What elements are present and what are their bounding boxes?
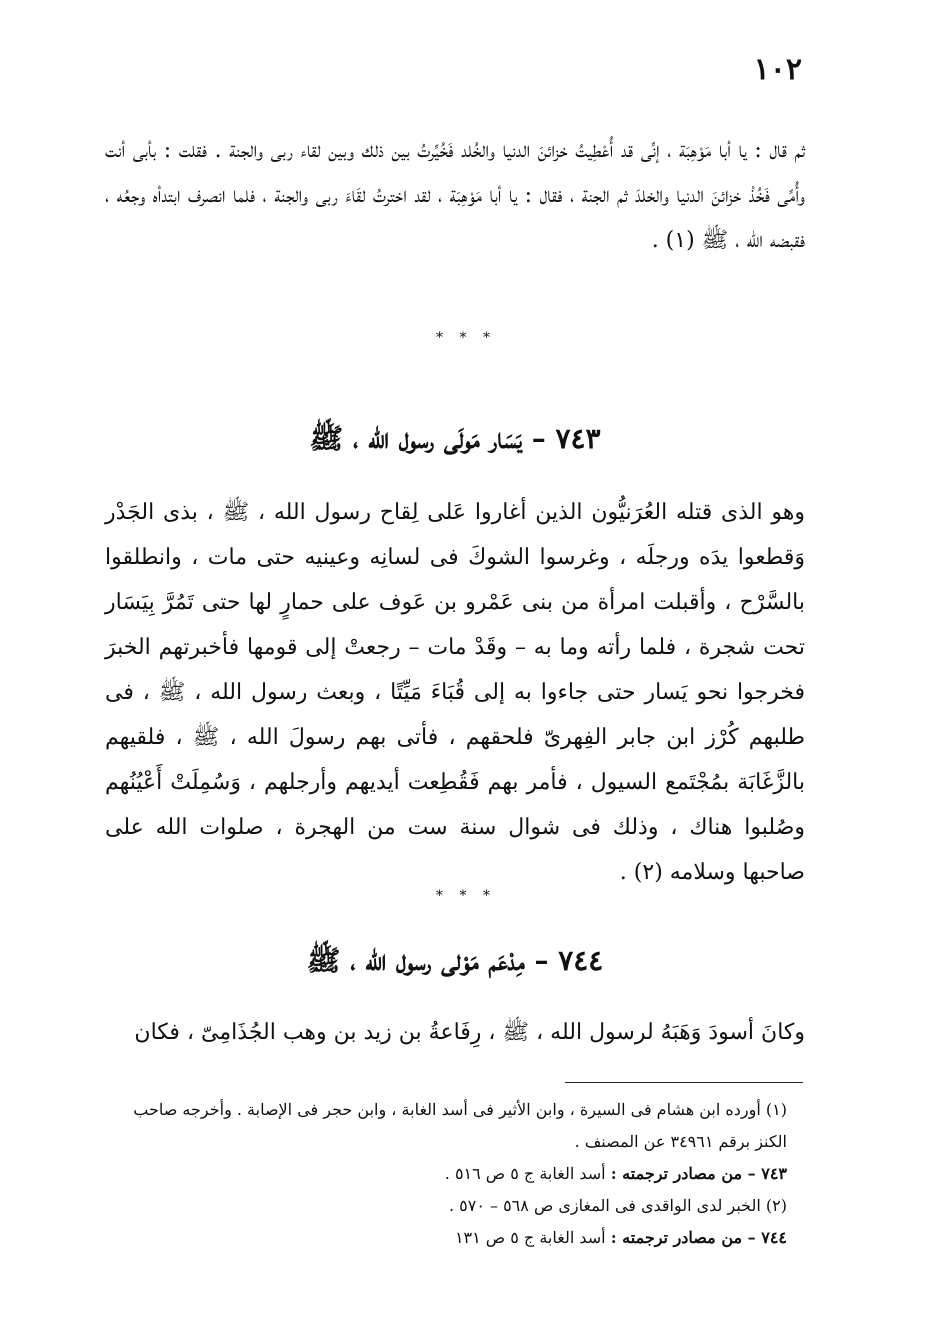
paragraph-1: ثم قال : يا أبا مَوْهِبَة ، إنِّى قد أُعْطِيتُ خزائنَ الدنيا والخُلد فَخُيِّرتُ بين ذلك وبين لقاء ربى والجنة . فقلت : بأبى أنت وأُمِّى فَخُذْ خزائنَ الدنيا والخلدَ ثم الجنة ، فقال : يا أبا مَوْهِبَة ، لقد اخترتُ لقَاءَ ربى والجنة ، فلما انصرف ابتدأه وجعُه ، فقبضه الله ، ﷺ (١) . — [105, 138, 805, 253]
footnotes — [105, 1094, 805, 1254]
section-separator-2: * * * — [436, 888, 496, 904]
footnote-sources-744-text: أسد الغابة ج ٥ ص ١٣١ — [454, 1228, 606, 1247]
footnote-sources-744 — [105, 1222, 805, 1254]
footnote-sources-744-lead: ٧٤٤ – من مصادر ترجمته : — [610, 1228, 787, 1247]
footnote-1 — [105, 1094, 805, 1158]
footnote-sources-743 — [105, 1158, 805, 1190]
page-number: ١٠٢ — [753, 52, 802, 87]
footnote-sources-743-lead: ٧٤٣ – من مصادر ترجمته : — [610, 1164, 787, 1183]
footnote-1-text: (١) أورده ابن هشام فى السيرة ، وابن الأثير فى أسد الغابة ، وابن حجر فى الإصابة . وأخرجه صاحب الكنز برقم ٣٤٩٦١ عن المصنف . — [133, 1100, 787, 1151]
entry-heading-743: ٧٤٣ – يَسَار مَولَى رسول الله ، ﷺ — [309, 422, 601, 455]
section-separator-1: * * * — [436, 330, 496, 346]
paragraph-3: وكانَ أسودَ وَهَبَهُ لرسول الله ، ﷺ ، رِفَاعةُ بن زيد بن وهب الجُذَامِىّ ، فكان — [134, 1020, 805, 1045]
footnote-sources-743-text: أسد الغابة ج ٥ ص ٥١٦ . — [444, 1164, 606, 1183]
entry-heading-744: ٧٤٤ – مِدْعَم مَوْلى رسول الله ، ﷺ — [306, 944, 604, 977]
footnote-2-text: (٢) الخبر لدى الواقدى فى المغازى ص ٥٦٨ – ٥٧٠ . — [448, 1196, 787, 1215]
footnote-2 — [105, 1190, 805, 1222]
paragraph-2: وهو الذى قتله العُرَنيُّون الذين أغاروا عَلى لِقاح رسول الله ، ﷺ ، بذى الجَدْر وَقطعوا يدَه ورجلَه ، وغرسوا الشوكَ فى لسانِه وعينيه حتى مات ، وانطلقوا بالسَّرْح ، وأقبلت امرأة من بنى عَمْرو بن عَوف على حمارٍ لها حتى تَمُرَّ بِيَسَار تحت شجرة ، فلما رأته وما به – وقَدْ مات – رجعتْ إلى قومها فأخبرتهم الخبرَ فخرجوا نحو يَسار حتى جاءوا به إلى قُبَاءَ مَيِّتًا ، وبعث رسول الله ، ﷺ ، فى طلبهم كُرْز ابن جابر الفِهرىّ فلحقهم ، فأتى بهم رسولَ الله ، ﷺ ، فلقيهم بالزَّغَابَة بمُجْتَمع السيول ، فأمر بهم فَقُطِعت أيديهم وأرجلهم ، وَسُمِلَتْ أَعْيُنُهم وصُلبوا هناك ، وذلك فى شوال سنة ست من الهجرة ، صلوات الله على صاحبها وسلامه (٢) . — [105, 500, 805, 885]
footnote-divider — [565, 1082, 803, 1083]
